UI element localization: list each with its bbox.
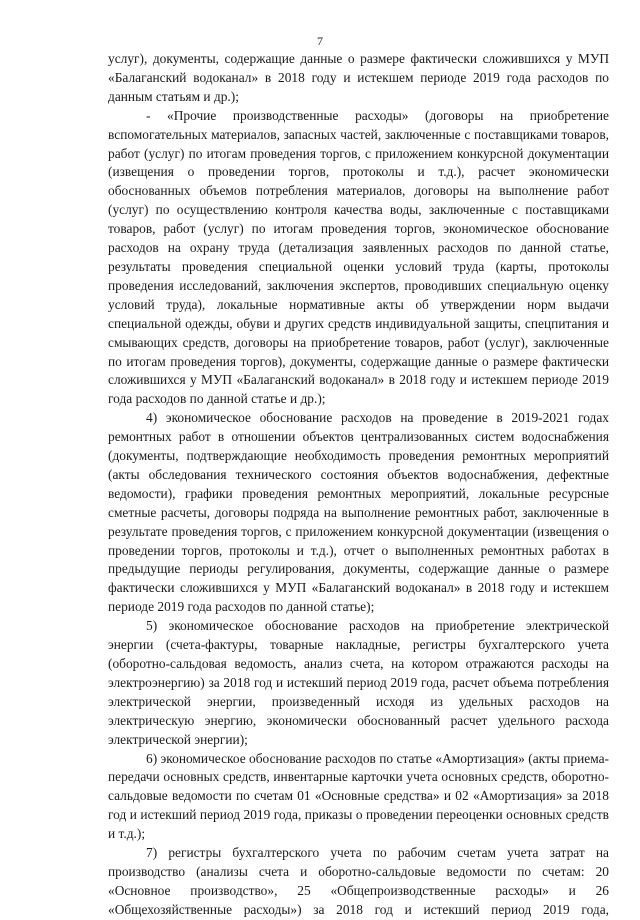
paragraph-other-production-costs: - «Прочие производственные расходы» (договоры на приобретение вспомогательных материалов, запасных частей, заключенные с поставщиками товаров, работ (услуг) по итогам проведения торгов, с приложением конкурсной документации (извещения о проведении торгов, протоколы и т.д.), расчет экономически обоснованных объемов потребления материалов, договоры на выполнение работ (услуг) по осуществлению контроля качества воды, заключенные с поставщиками товаров, работ (услуг) по итогам проведения торгов, экономическое обоснование расходов на охрану труда (детализация заявленных расходов по данной статье, результаты проведения специальной оценки условий труда (карты, протоколы проведения исследований, заключения экспертов, проводивших специальную оценку условий труда), локальные нормативные акты об утверждении норм выдачи специальной одежды, обуви и других средств индивидуальной защиты, спецпитания и смывающих средств, договоры на приобретение товаров, работ (услуг), заключенные по итогам проведения торгов), документы, содержащие данные о размере фактически сложившихся у МУП «Балаганский водоканал» в 2018 году и истекшем периоде 2019 года расходов по данной статье и др.); [108, 107, 609, 407]
paragraph-repair-works: 4) экономическое обоснование расходов на проведение в 2019-2021 годах ремонтных работ в отношении объектов централизованных систем водоснабжения (документы, подтверждающие необходимость проведения ремонтных мероприятий (акты обследования технического состояния объектов водоснабжения, дефектные ведомости), графики проведения ремонтных мероприятий, локальные ресурсные сметные расчеты, договоры подряда на выполнение ремонтных работ, заключенные в результате проведения торгов, с приложением конкурсной документации (извещения о проведении торгов, протоколы и т.д.), отчет о выполненных ремонтных работах в предыдущие периоды регулирования, документы, содержащие данные о размере фактически сложившихся у МУП «Балаганский водоканал» в 2018 году и истекшем периоде 2019 года расходов по данной статье); [108, 410, 609, 615]
page-number: 7 [317, 34, 323, 48]
paragraph-accounting-registers: 7) регистры бухгалтерского учета по рабочим счетам учета затрат на производство (анализы счета и оборотно-сальдовые ведомости по счетам: 20 «Основное производство», 25 «Общепроизводственные расходы» и 26 «Общехозяйственные расходы») за 2018 год и истекший период 2019 года, [108, 845, 609, 917]
paragraph-electric-energy: 5) экономическое обоснование расходов на приобретение электрической энергии (счета-фактуры, товарные накладные, регистры бухгалтерского учета (оборотно-сальдовая ведомость, анализ счета, на котором отражаются расходы на электроэнергию) за 2018 год и истекший период 2019 года, расчет объема потребления электрической энергии, произведенный исходя из удельных расходов на электрическую энергию, экономически обоснованный расчет удельного расхода электрической энергии); [108, 618, 609, 747]
paragraph-services-cont: услуг), документы, содержащие данные о размере фактически сложившихся у МУП «Балаганский водоканал» в 2018 году и истекшем периоде 2019 года расходов по данным статьям и др.); [108, 51, 609, 104]
document-body [108, 50, 609, 920]
paragraph-amortization: 6) экономическое обоснование расходов по статье «Амортизация» (акты приема-передачи основных средств, инвентарные карточки учета основных средств, оборотно-сальдовые ведомости по счетам 01 «Основные средства» и 02 «Амортизация» за 2018 год и истекший период 2019 года, приказы о проведении переоценки основных средств и т.д.); [108, 750, 609, 842]
